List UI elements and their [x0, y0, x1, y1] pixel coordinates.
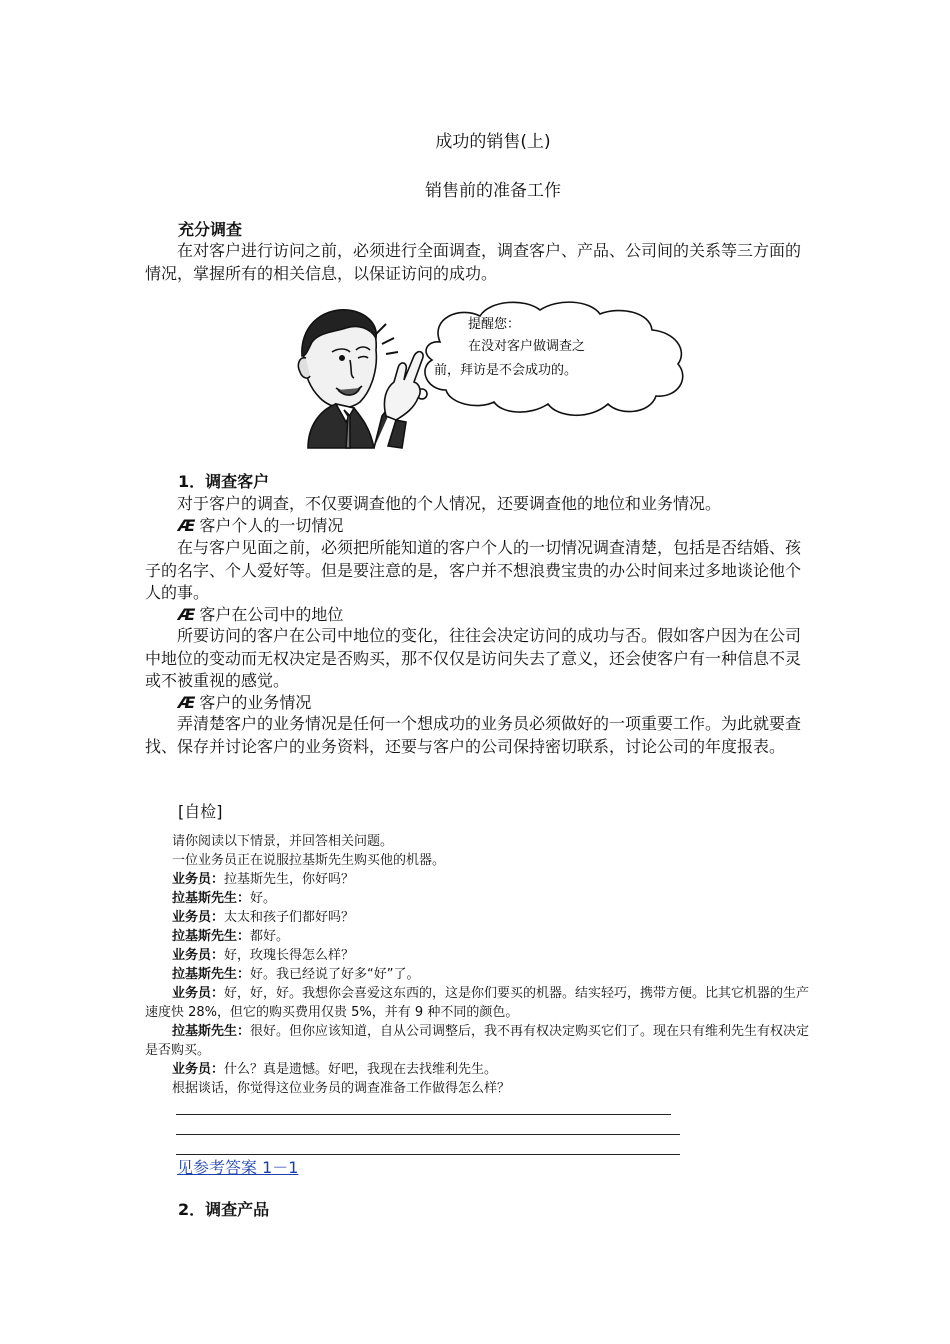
- speaker-name: 业务员: [172, 872, 212, 887]
- section-heading: 充分调查: [178, 220, 243, 239]
- subsection-1-intro: 对于客户的调查，不仅要调查他的个人情况，还要调查他的地位和业务情况。: [177, 494, 722, 513]
- dialogue-text: 拉基斯先生，你好吗？: [224, 872, 355, 887]
- speaker-separator: ：: [237, 967, 251, 982]
- self-check-question: 根据谈话，你觉得这位业务员的调查准备工作做得怎么样？: [172, 1081, 511, 1096]
- dialogue-text: 都好。: [250, 929, 290, 944]
- speaker-separator: ：: [237, 891, 251, 906]
- document-title: 成功的销售(上): [435, 132, 551, 152]
- speaker-name: 拉基斯先生: [172, 929, 238, 944]
- bubble-text-line3: 前，拜访是不会成功的。: [434, 363, 578, 378]
- dialogue-line: [172, 870, 354, 889]
- speaker-separator: ：: [211, 986, 225, 1001]
- speaker-separator: ：: [211, 948, 225, 963]
- speaker-separator: ：: [237, 1024, 251, 1039]
- speaker-separator: ：: [237, 929, 251, 944]
- dialogue-line-wrapped: [145, 984, 810, 1022]
- subsection-1-heading: 1．调查客户: [178, 472, 270, 491]
- dialogue-line: [172, 946, 354, 965]
- dialogue-line: [172, 1060, 497, 1079]
- answer-line[interactable]: [176, 1114, 671, 1115]
- dialogue-text: 很好。但你应该知道，自从公司调整后，我不再有权决定购买它们了。现在只有维利先生有权决定是否购买。: [145, 1024, 810, 1058]
- self-check-heading: [自检]: [178, 802, 223, 821]
- speaker-name: 业务员: [172, 1062, 212, 1077]
- speaker-name: 业务员: [172, 948, 212, 963]
- speaker-name: 业务员: [172, 986, 212, 1001]
- bullet-glyph: Æ: [178, 693, 196, 712]
- speaker-name: 拉基斯先生: [172, 1024, 238, 1039]
- bullet-paragraph-position: 所要访问的客户在公司中地位的变化，往往会决定访问的成功与否。假如客户因为在公司中地位的变动而无权决定是否购买，那不仅仅是访问失去了意义，还会使客户有一种信息不灵或不被重视的感觉。: [145, 626, 802, 690]
- answer-line[interactable]: [176, 1154, 680, 1155]
- cartoon-figure: [290, 298, 690, 453]
- document-subtitle: 销售前的准备工作: [425, 181, 561, 201]
- dialogue-text: 好。我已经说了好多“好”了。: [250, 967, 420, 982]
- speaker-name: 拉基斯先生: [172, 967, 238, 982]
- dialogue-line: [172, 927, 289, 946]
- answer-reference-link[interactable]: 见参考答案 1－1: [177, 1158, 299, 1177]
- bullet-label: 客户的业务情况: [199, 693, 312, 712]
- speaker-separator: ：: [211, 910, 225, 925]
- dialogue-line-wrapped: [145, 1022, 810, 1060]
- bullet-glyph: Æ: [178, 605, 196, 624]
- subsection-2-heading: 2．调查产品: [178, 1200, 270, 1219]
- bubble-text-line2: 在没对客户做调查之: [468, 339, 586, 354]
- intro-paragraph: 在对客户进行访问之前，必须进行全面调查，调查客户、产品、公司间的关系等三方面的情况，掌握所有的相关信息，以保证访问的成功。: [145, 241, 802, 283]
- dialogue-line: [172, 889, 276, 908]
- dialogue-line: [172, 908, 354, 927]
- dialogue-text: 好，玫瑰长得怎么样？: [224, 948, 355, 963]
- self-check-intro-2: 一位业务员正在说服拉基斯先生购买他的机器。: [172, 853, 446, 868]
- bullet-label: 客户在公司中的地位: [199, 605, 344, 624]
- bubble-text-line1: 提醒您：: [468, 317, 521, 332]
- dialogue-text: 什么？真是遗憾。好吧，我现在去找维利先生。: [224, 1062, 498, 1077]
- salesman-illustration: [290, 298, 690, 453]
- bullet-item-position: [178, 604, 343, 626]
- answer-line[interactable]: [176, 1134, 680, 1135]
- bullet-paragraph-business: 弄清楚客户的业务情况是任何一个想成功的业务员必须做好的一项重要工作。为此就要查找、保存并讨论客户的业务资料，还要与客户的公司保持密切联系，讨论公司的年度报表。: [145, 714, 802, 756]
- dialogue-text: 好。: [250, 891, 277, 906]
- speaker-separator: ：: [211, 872, 225, 887]
- self-check-intro-1: 请你阅读以下情景，并回答相关问题。: [172, 834, 394, 849]
- bullet-glyph: Æ: [178, 516, 196, 535]
- bullet-label: 客户个人的一切情况: [199, 516, 344, 535]
- bullet-item-business: [178, 692, 311, 714]
- dialogue-text: 太太和孩子们都好吗？: [224, 910, 355, 925]
- speaker-separator: ：: [211, 1062, 225, 1077]
- dialogue-line: [172, 965, 420, 984]
- dialogue-text: 好，好，好。我想你会喜爱这东西的，这是你们要买的机器。结实轻巧，携带方便。比其它机器的生产速度快 28%，但它的购买费用仅贵 5%，并有 9 种不同的颜色。: [145, 986, 810, 1020]
- speaker-name: 业务员: [172, 910, 212, 925]
- bullet-paragraph-personal: 在与客户见面之前，必须把所能知道的客户个人的一切情况调查清楚，包括是否结婚、孩子的名字、个人爱好等。但是要注意的是，客户并不想浪费宝贵的办公时间来过多地谈论他个人的事。: [145, 538, 802, 602]
- bullet-item-personal: [178, 515, 343, 537]
- speaker-name: 拉基斯先生: [172, 891, 238, 906]
